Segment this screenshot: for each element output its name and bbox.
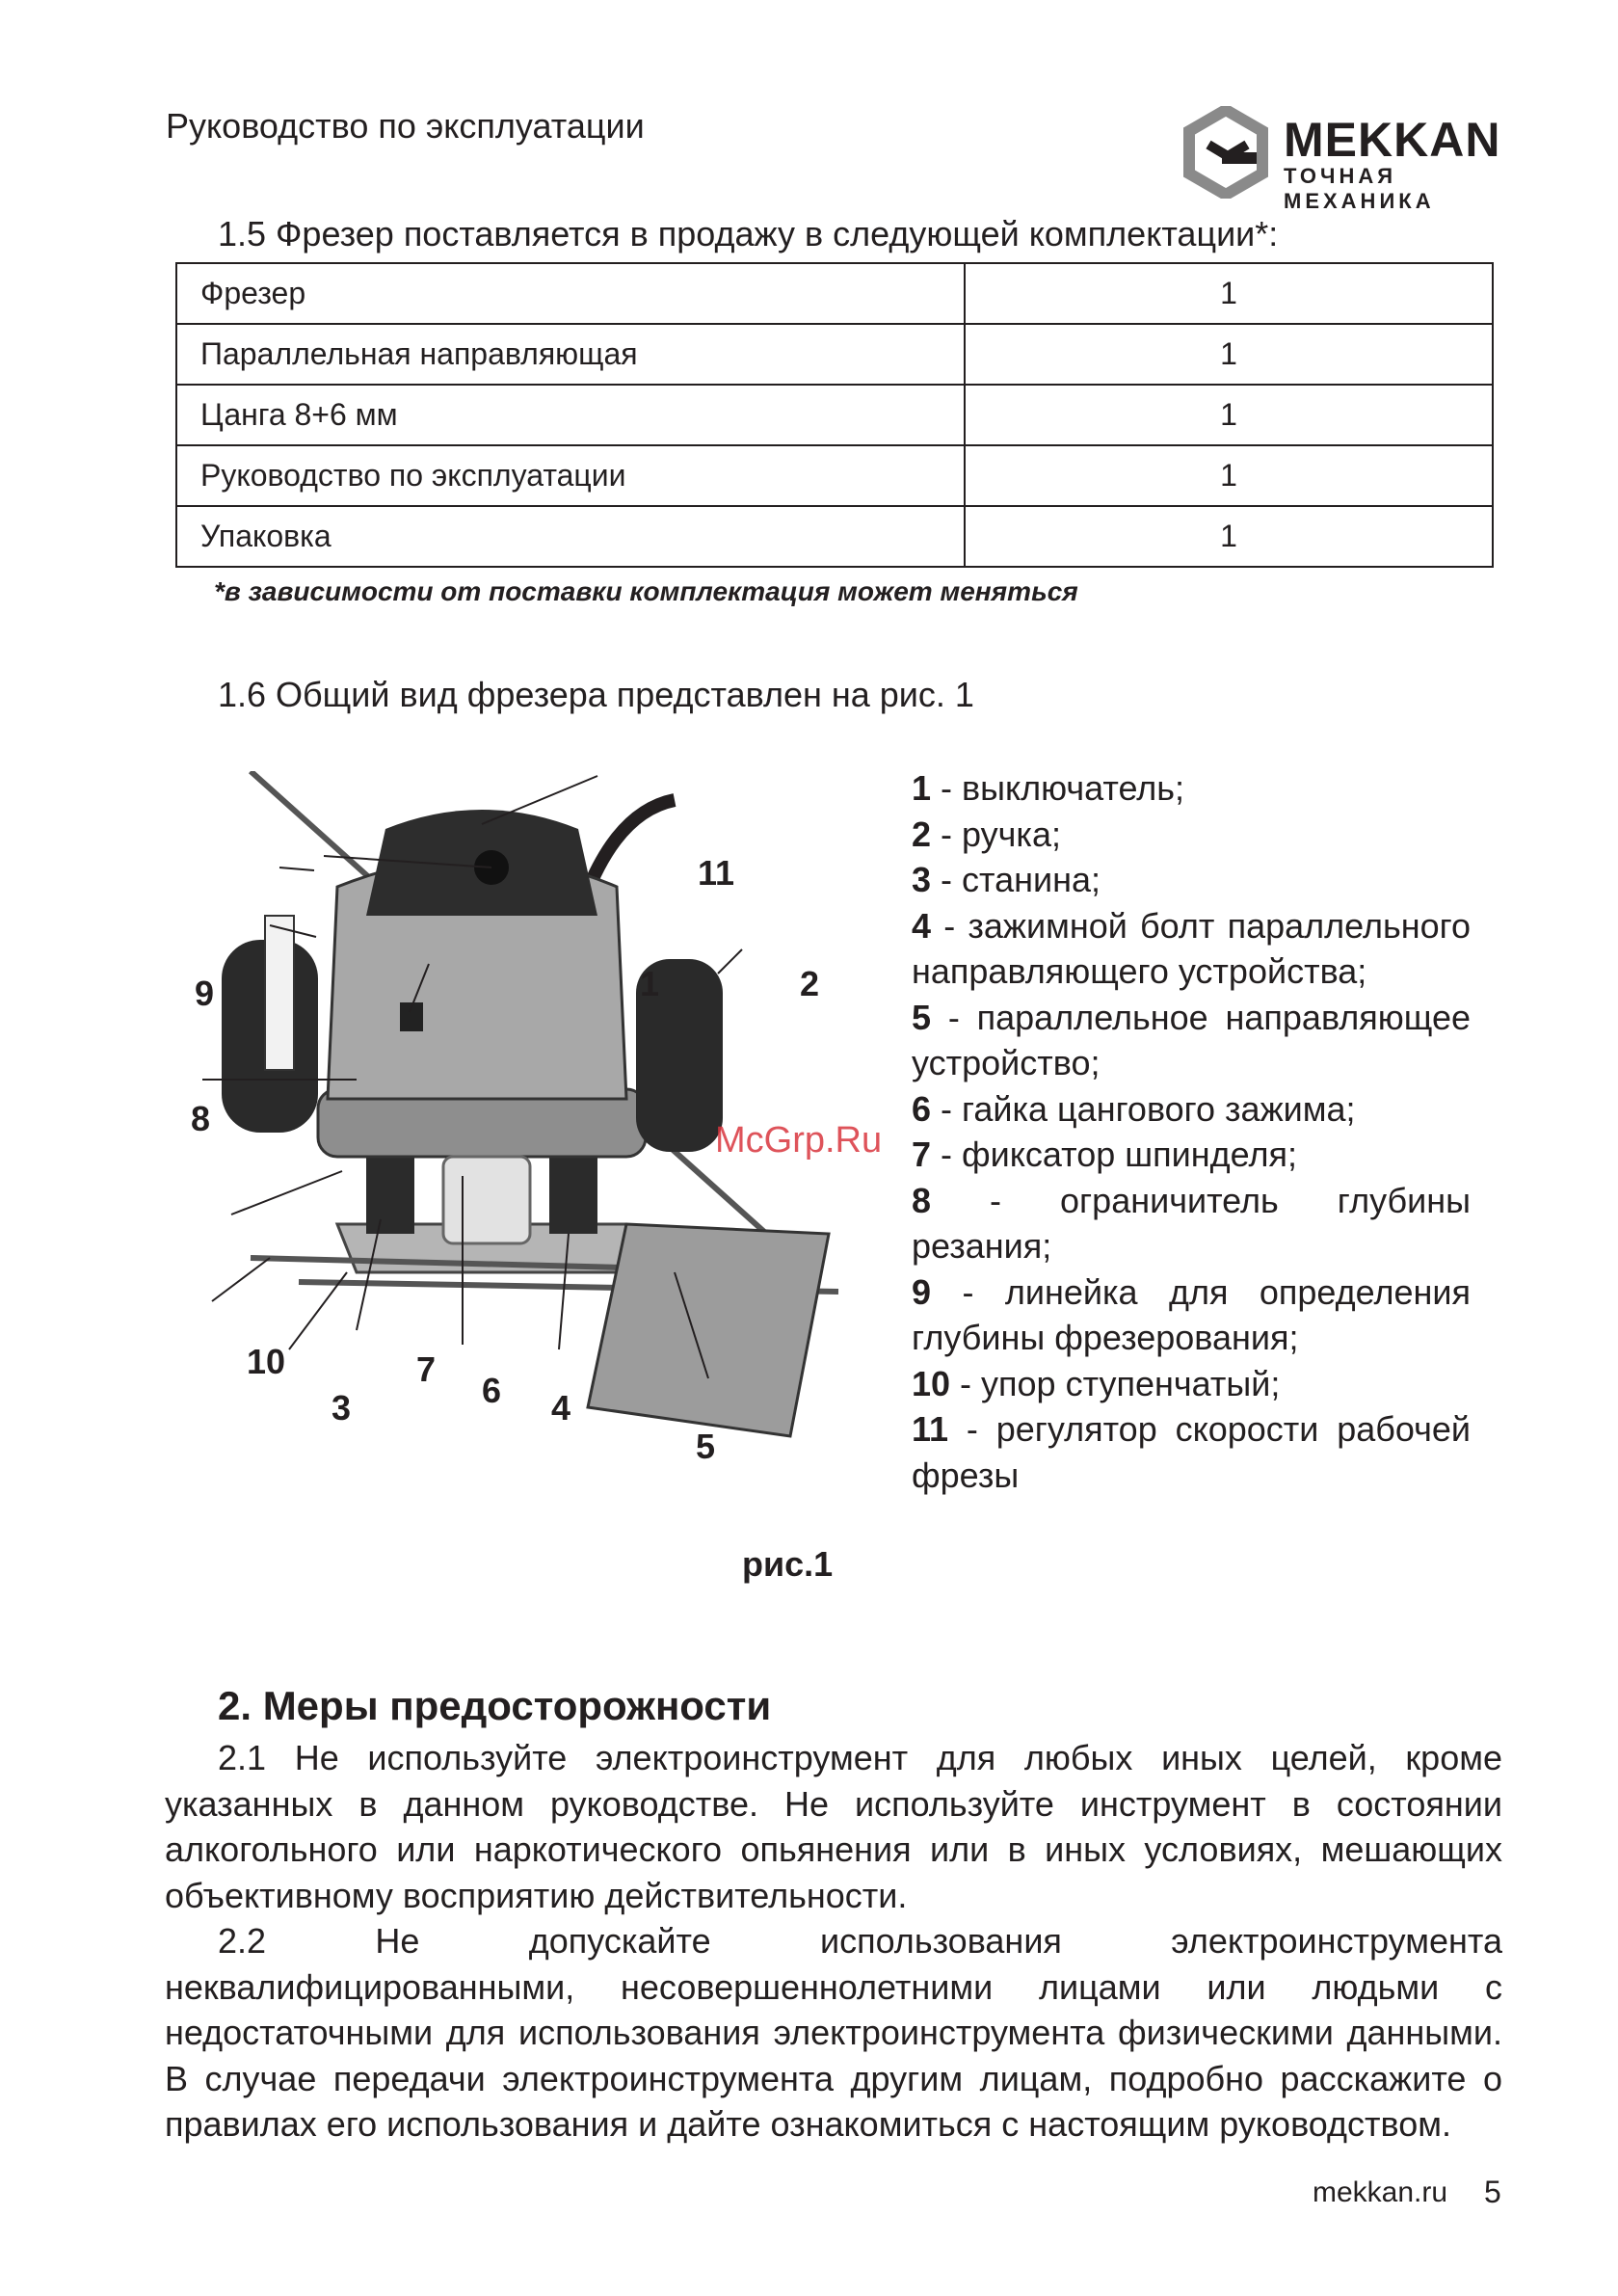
list-item [912,765,1471,812]
legend-number: 6 [912,1088,932,1129]
callout-11: 11 [698,853,735,893]
kit-item-name: Цанга 8+6 мм [176,385,965,445]
callout-5: 5 [696,1427,716,1466]
footer-website: mekkan.ru [1313,2176,1448,2208]
legend-text: - выключатель; [931,768,1185,808]
legend-text: - регулятор скорости рабочей фрезы [912,1409,1471,1495]
kit-intro: 1.5 Фрезер поставляется в продажу в следующей комплектации*: [218,214,1279,254]
legend-number: 4 [912,905,932,946]
safety-paragraph-2: 2.2 Не допускайте использования электроинструмента неквалифицированными, несовершеннолетними лицами или людьми с недостаточными для использования электроинструмента физическими данными. В случае передачи электроинструмента другим лицам, подробно расскажите о правилах его использования и дайте ознакомиться с настоящим руководством. [165,1921,1502,2144]
kit-item-name: Параллельная направляющая [176,324,965,385]
legend-number: 9 [912,1271,932,1312]
kit-footnote: *в зависимости от поставки комплектация может меняться [214,576,1078,606]
logo-subtitle: ТОЧНАЯ МЕХАНИКА [1284,164,1435,213]
figure-caption: рис.1 [742,1544,834,1584]
list-item [912,1406,1471,1498]
callout-1: 1 [640,964,660,1003]
legend-text: - гайка цангового зажима; [931,1088,1356,1129]
kit-item-qty: 1 [965,445,1493,506]
callout-4: 4 [551,1388,571,1428]
table-row [176,263,1493,324]
callout-9: 9 [195,974,215,1013]
figure-intro: 1.6 Общий вид фрезера представлен на рис. 1 [218,675,974,714]
callout-3: 3 [332,1388,352,1428]
kit-item-qty: 1 [965,385,1493,445]
table-row [176,506,1493,567]
kit-item-name: Фрезер [176,263,965,324]
table-row [176,385,1493,445]
legend-text: - фиксатор шпинделя; [931,1135,1297,1174]
list-item [912,903,1471,995]
callout-7: 7 [416,1349,437,1389]
legend-number: 11 [912,1409,949,1449]
callout-6: 6 [482,1371,502,1410]
kit-item-qty: 1 [965,263,1493,324]
table-row [176,445,1493,506]
brand-logo [1180,104,1507,213]
kit-item-name: Руководство по эксплуатации [176,445,965,506]
logo-mark-icon [1180,106,1272,199]
legend-number: 7 [912,1135,932,1174]
document-header-title: Руководство по эксплуатации [166,106,645,146]
legend-number: 8 [912,1180,932,1220]
legend-number: 5 [912,997,932,1037]
logo-wordmark: MEKKAN [1284,113,1501,167]
table-row [176,324,1493,385]
legend-text: - параллельное направляющее устройство; [912,997,1471,1082]
list-item [912,1361,1471,1407]
figure-legend [912,765,1471,1498]
legend-text: - станина; [931,860,1101,899]
legend-number: 1 [912,768,932,808]
legend-number: 3 [912,860,932,899]
legend-text: - зажимной болт параллельного направляющего устройства; [912,905,1471,991]
legend-text: - ручка; [931,814,1061,854]
kit-item-name: Упаковка [176,506,965,567]
list-item [912,857,1471,903]
list-item [912,812,1471,858]
list-item [912,1086,1471,1133]
callout-10: 10 [247,1342,286,1381]
kit-item-qty: 1 [965,324,1493,385]
legend-text: - ограничитель глубины резания; [912,1180,1471,1266]
watermark: McGrp.Ru [715,1120,883,1161]
list-item [912,1269,1471,1361]
legend-number: 2 [912,814,932,854]
safety-paragraph-1: 2.1 Не используйте электроинструмент для любых иных целей, кроме указанных в данном руководстве. Не используйте инструмент в состоянии алкогольного или наркотического опьянения или в иных условиях, мешающих объективному восприятию действительности. [165,1738,1502,1915]
callout-2: 2 [800,964,820,1003]
list-item [912,1178,1471,1269]
legend-number: 10 [912,1363,951,1403]
page-number: 5 [1484,2175,1501,2209]
list-item [912,1132,1471,1178]
legend-text: - линейка для определения глубины фрезерования; [912,1271,1471,1357]
kit-table [175,262,1494,568]
callout-8: 8 [191,1099,211,1138]
section-heading: 2. Меры предосторожности [218,1683,772,1728]
list-item [912,995,1471,1086]
kit-item-qty: 1 [965,506,1493,567]
legend-text: - упор ступенчатый; [950,1363,1281,1403]
